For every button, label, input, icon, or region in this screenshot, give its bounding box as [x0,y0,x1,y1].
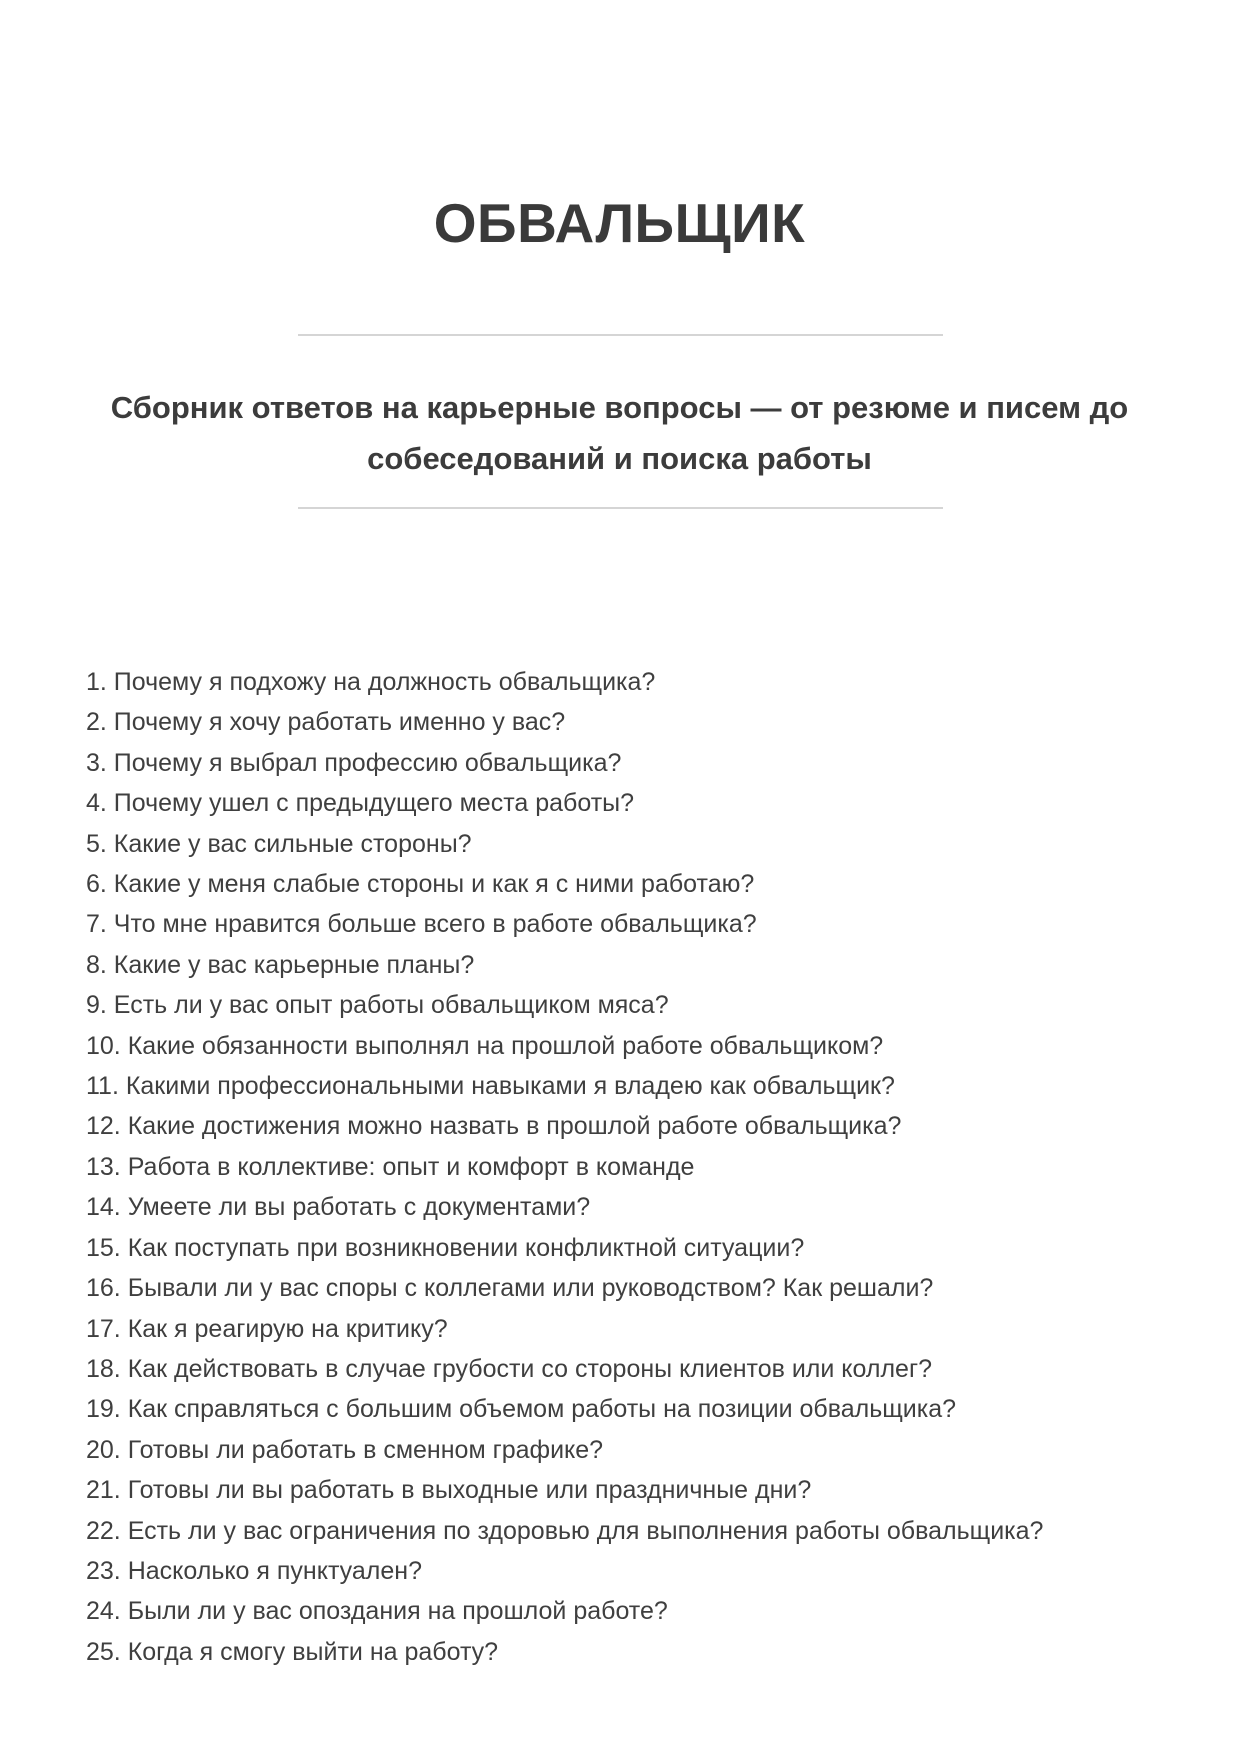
question-item: 11. Какими профессиональными навыками я владею как обвальщик? [86,1072,895,1101]
question-item: 25. Когда я смогу выйти на работу? [86,1637,499,1666]
question-item: 16. Бывали ли у вас споры с коллегами или руководством? Как решали? [86,1274,934,1303]
question-item: 13. Работа в коллективе: опыт и комфорт в команде [86,1152,695,1181]
question-item: 19. Как справляться с большим объемом работы на позиции обвальщика? [86,1395,957,1424]
subtitle-line-2: собеседований и поиска работы [367,441,872,476]
question-item: 3. Почему я выбрал профессию обвальщика? [86,748,622,777]
question-item: 12. Какие достижения можно назвать в прошлой работе обвальщика? [86,1112,902,1141]
subtitle-line-1: Сборник ответов на карьерные вопросы — от резюме и писем до [110,390,1129,425]
question-item: 24. Были ли у вас опоздания на прошлой работе? [86,1597,668,1626]
divider-top [298,334,943,336]
question-item: 4. Почему ушел с предыдущего места работы? [86,789,635,818]
question-item: 1. Почему я подхожу на должность обвальщика? [86,668,656,696]
question-item: 2. Почему я хочу работать именно у вас? [86,708,566,737]
question-list [86,662,1199,1672]
question-item: 22. Есть ли у вас ограничения по здоровью для выполнения работы обвальщика? [86,1516,1044,1545]
question-item: 5. Какие у вас сильные стороны? [86,829,472,858]
question-item: 7. Что мне нравится больше всего в работе обвальщика? [86,910,757,939]
question-item: 6. Какие у меня слабые стороны и как я с ними работаю? [86,870,755,899]
page-subtitle [0,382,1239,484]
question-item: 14. Умеете ли вы работать с документами? [86,1193,591,1222]
question-item: 10. Какие обязанности выполнял на прошлой работе обвальщиком? [86,1031,884,1060]
page-title: ОБВАЛЬЩИК [433,192,806,254]
question-item: 20. Готовы ли работать в сменном графике? [86,1435,604,1464]
question-item: 17. Как я реагирую на критику? [86,1314,448,1343]
question-item: 18. Как действовать в случае грубости со стороны клиентов или коллег? [86,1354,932,1383]
question-item: 23. Насколько я пунктуален? [86,1556,423,1585]
question-item: 21. Готовы ли вы работать в выходные или праздничные дни? [86,1476,812,1505]
divider-bottom [298,507,943,509]
question-item: 15. Как поступать при возникновении конфликтной ситуации? [86,1233,805,1262]
question-item: 8. Какие у вас карьерные планы? [86,950,475,979]
question-item: 9. Есть ли у вас опыт работы обвальщиком мяса? [86,991,669,1020]
